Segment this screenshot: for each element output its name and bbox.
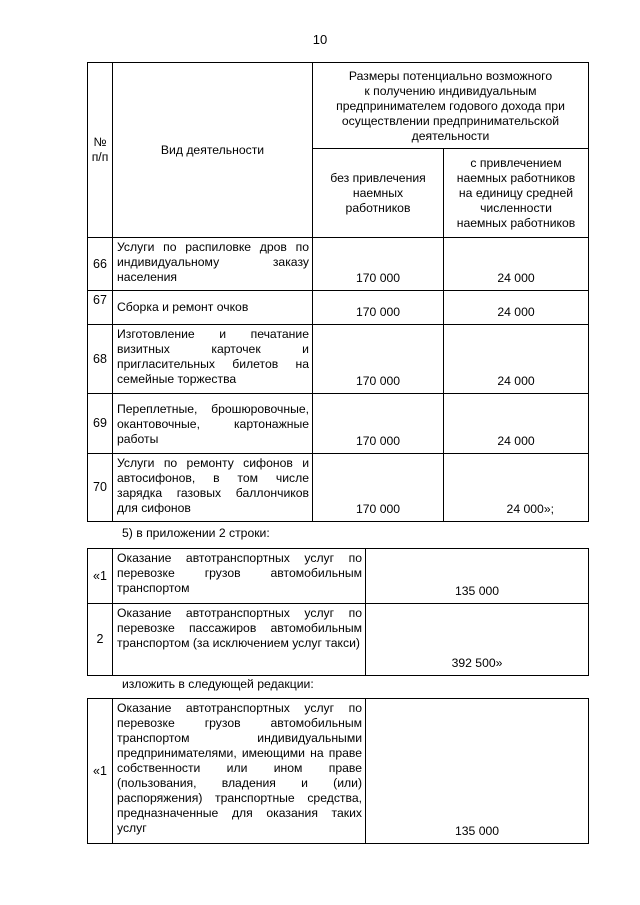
table-row xyxy=(88,604,589,676)
table-row xyxy=(88,238,589,291)
row-activity: Оказание автотранспортных услуг по перевозке пассажиров автомобильным транспортом (за исключением услуг такси) xyxy=(113,604,366,676)
table-row xyxy=(88,394,589,454)
row-value-without: 170 000 xyxy=(313,238,444,291)
activity-income-table xyxy=(87,62,589,522)
table-row xyxy=(88,699,589,844)
table-row xyxy=(88,549,589,604)
row-number: 67 xyxy=(88,291,113,325)
row-value-with: 24 000 xyxy=(444,291,589,325)
row-value-without: 170 000 xyxy=(313,291,444,325)
paragraph-new-edition: изложить в следующей редакции: xyxy=(122,677,314,691)
table-row xyxy=(88,454,589,522)
row-number: 2 xyxy=(88,604,113,676)
header-without-workers: без привлечения наемных работников xyxy=(313,149,444,238)
row-number: 70 xyxy=(88,454,113,522)
row-number: 68 xyxy=(88,325,113,394)
row-value-with: 24 000»; xyxy=(444,454,589,522)
row-value-with: 24 000 xyxy=(444,238,589,291)
header-income: Размеры потенциально возможного к получению индивидуальным предпринимателем годового дохода при осуществлении предпринимательской деятельности xyxy=(313,63,589,149)
row-activity: Сборка и ремонт очков xyxy=(113,291,313,325)
header-num: № п/п xyxy=(88,63,113,238)
row-value: 135 000 xyxy=(366,549,589,604)
row-activity: Изготовление и печатание визитных карточек и пригласительных билетов на семейные торжества xyxy=(113,325,313,394)
row-value: 135 000 xyxy=(366,699,589,844)
row-number: «1 xyxy=(88,549,113,604)
row-number: «1 xyxy=(88,699,113,844)
row-activity: Услуги по ремонту сифонов и автосифонов, в том числе зарядка газовых баллончиков для сифонов xyxy=(113,454,313,522)
row-activity: Оказание автотранспортных услуг по перевозке грузов автомобильным транспортом xyxy=(113,549,366,604)
row-number: 69 xyxy=(88,394,113,454)
new-rows-table xyxy=(87,698,589,844)
row-value-without: 170 000 xyxy=(313,394,444,454)
old-rows-table xyxy=(87,548,589,676)
row-value-with: 24 000 xyxy=(444,325,589,394)
row-number: 66 xyxy=(88,238,113,291)
row-value-with: 24 000 xyxy=(444,394,589,454)
header-with-workers: с привлечением наемных работников на единицу средней численности наемных работников xyxy=(444,149,589,238)
table-row xyxy=(88,325,589,394)
paragraph-amendment: 5) в приложении 2 строки: xyxy=(122,526,270,540)
page-number: 10 xyxy=(312,32,328,47)
row-activity: Услуги по распиловке дров по индивидуальному заказу населения xyxy=(113,238,313,291)
row-value-without: 170 000 xyxy=(313,325,444,394)
row-activity: Оказание автотранспортных услуг по перевозке грузов автомобильным транспортом индивидуальными предпринимателями, имеющими на праве собственности или ином праве (пользования, владения и (или) распоряжения) транспортные средства, предназначенные для оказания таких услуг xyxy=(113,699,366,844)
table-row xyxy=(88,291,589,325)
row-value: 392 500» xyxy=(366,604,589,676)
header-activity: Вид деятельности xyxy=(113,63,313,238)
row-value-without: 170 000 xyxy=(313,454,444,522)
row-activity: Переплетные, брошюровочные, окантовочные, картонажные работы xyxy=(113,394,313,454)
